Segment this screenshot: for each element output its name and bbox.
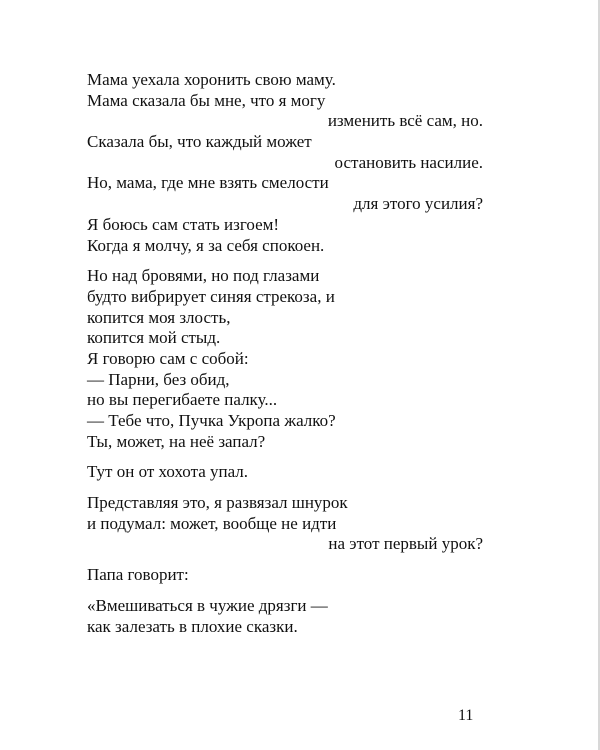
- stanza-break: [87, 483, 487, 493]
- stanza: [87, 70, 487, 256]
- stanza: [87, 493, 487, 555]
- stanza-break: [87, 586, 487, 596]
- stanza-break: [87, 555, 487, 565]
- poem-text: [87, 70, 487, 637]
- stanza: [87, 565, 487, 586]
- poem-line: Когда я молчу, я за себя спокоен.: [87, 235, 325, 255]
- poem-line: Представляя это, я развязал шнурок: [87, 493, 348, 513]
- stanza: [87, 462, 487, 483]
- poem-line: Папа говорит:: [87, 565, 189, 585]
- stanza: [87, 266, 487, 452]
- poem-line: как залезать в плохие сказки.: [87, 616, 298, 636]
- poem-line: Тут он от хохота упал.: [87, 462, 249, 482]
- poem-line: копится мой стыд.: [87, 328, 221, 348]
- poem-line: Я боюсь сам стать изгоем!: [87, 214, 280, 234]
- page-number: 11: [458, 707, 474, 724]
- poem-line-indented: изменить всё сам, но.: [327, 111, 483, 131]
- poem-line-indented: на этот первый урок?: [328, 534, 483, 554]
- poem-line: — Парни, без обид,: [87, 369, 230, 389]
- stanza: [87, 596, 487, 637]
- poem-line: копится моя злость,: [87, 307, 231, 327]
- stanza-break: [87, 256, 487, 266]
- poem-line: Я говорю сам с собой:: [87, 348, 249, 368]
- stanza-break: [87, 452, 487, 462]
- poem-line: Мама уехала хоронить свою маму.: [87, 70, 336, 89]
- poem-line: но вы перегибаете палку...: [87, 390, 278, 410]
- poem-line-indented: остановить насилие.: [334, 152, 483, 172]
- poem-line: будто вибрирует синяя стрекоза, и: [87, 286, 335, 306]
- poem-line: Мама сказала бы мне, что я могу: [87, 90, 326, 110]
- poem-line-indented: для этого усилия?: [353, 194, 483, 214]
- poem-line: Но, мама, где мне взять смелости: [87, 173, 329, 193]
- poem-line: «Вмешиваться в чужие дрязги —: [87, 595, 328, 615]
- poem-line: Ты, может, на неё запал?: [87, 431, 266, 451]
- poem-line: и подумал: может, вообще не идти: [87, 513, 337, 533]
- poem-line: — Тебе что, Пучка Укропа жалко?: [87, 411, 336, 430]
- poem-line: Но над бровями, но под глазами: [87, 266, 320, 286]
- poem-line: Сказала бы, что каждый может: [87, 132, 312, 152]
